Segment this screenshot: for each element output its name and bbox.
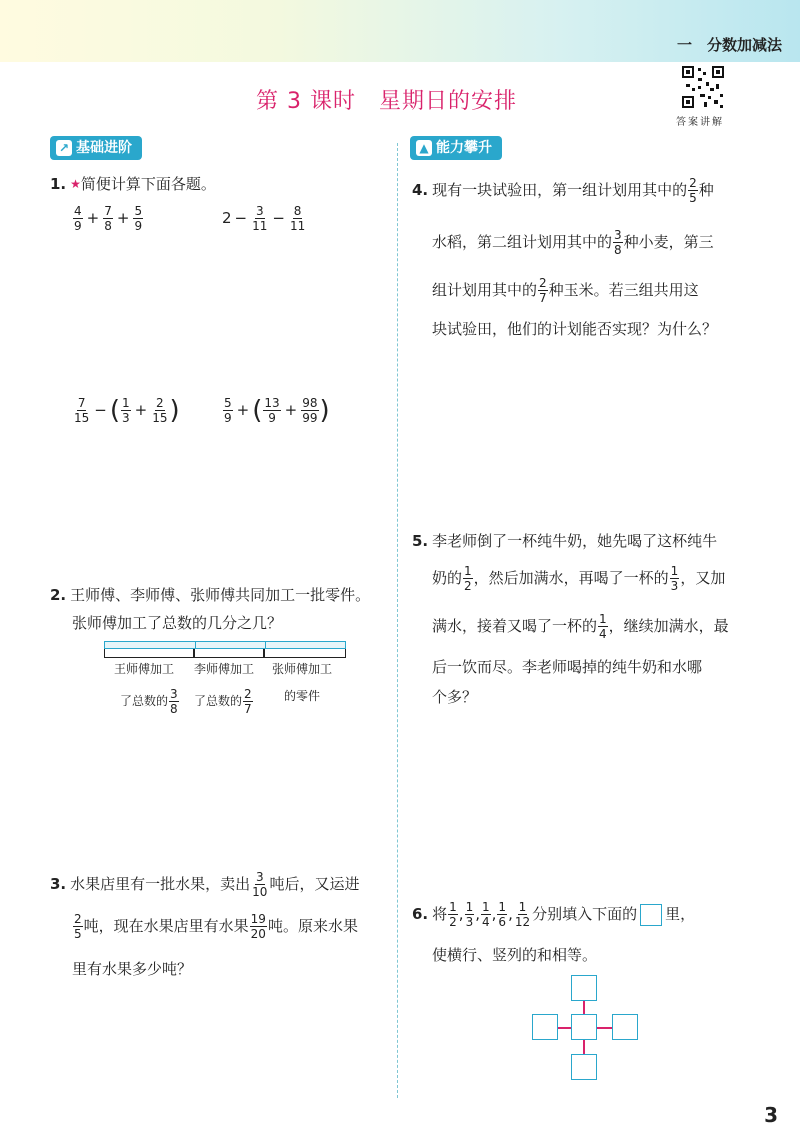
label-zhang-parts: 的零件 — [284, 689, 321, 703]
question-6-line-1: 6. 将 $\frac{1}{2}$ , $\frac{1}{3}$ , $\frac{1}{4}$ , $\frac{1}{6}$ , $\frac{1}{12}$ 分别填入下面的 里， — [412, 900, 696, 929]
label-zhang: 张师傅加工 — [272, 662, 333, 676]
label-wang: 王师傅加工 — [114, 662, 175, 676]
advanced-section-tag — [410, 136, 502, 160]
question-5-line-3: 满水，接着又喝了一杯的 $\frac{1}{4}$ ，继续加满水，最 — [432, 612, 729, 641]
label-wang-share: 了总数的 $\frac{3}{8}$ — [120, 687, 178, 716]
brace-wang — [104, 649, 194, 658]
q1-expression-3: $\frac{7}{15}$ − ( $\frac{1}{3}$ + $\frac{2}{15}$ ) — [74, 395, 180, 426]
bar-segment-wang — [105, 642, 196, 648]
question-5-line-4: 后一饮而尽。李老师喝掉的纯牛奶和水哪 — [432, 658, 703, 676]
question-4-line-3: 组计划用其中的 $\frac{2}{7}$ 种玉米。若三组共用这 — [432, 276, 699, 305]
question-4-line-2: 水稻，第二组计划用其中的 $\frac{3}{8}$ 种小麦，第三 — [432, 228, 714, 257]
question-6-line-2: 使横行、竖列的和相等。 — [432, 946, 598, 964]
question-3-line-3: 里有水果多少吨？ — [72, 960, 193, 978]
brace-zhang — [264, 649, 346, 658]
grid-box-right[interactable] — [612, 1014, 638, 1040]
question-5-line-1: 5. 李老师倒了一杯纯牛奶，她先喝了这杯纯牛 — [412, 532, 718, 550]
question-5-line-5: 个多？ — [432, 688, 478, 706]
star-icon: ★ — [70, 177, 81, 191]
segment-bar-diagram — [104, 641, 346, 649]
page-number: 3 — [764, 1103, 778, 1127]
grid-box-top[interactable] — [571, 975, 597, 1001]
basic-section-tag — [50, 136, 142, 160]
question-2-line-2: 张师傅加工了总数的几分之几？ — [72, 614, 283, 632]
lesson-title: 第 3 课时 星期日的安排 — [256, 89, 517, 114]
bar-segment-li — [195, 642, 266, 648]
grid-box-center[interactable] — [571, 1014, 597, 1040]
q1-expression-2: 2 − $\frac{3}{11}$ − $\frac{8}{11}$ — [222, 204, 306, 233]
climber-icon: ▲ — [416, 140, 432, 156]
basic-tag-label: 基础进阶 — [76, 140, 132, 156]
question-3-line-2: $\frac{2}{5}$ 吨，现在水果店里有水果 $\frac{19}{20}$ 吨。原来水果 — [74, 912, 358, 941]
question-1: 1. ★简便计算下面各题。 — [50, 175, 216, 193]
label-li: 李师傅加工 — [194, 662, 255, 676]
brace-li — [194, 649, 264, 658]
grid-box-bottom[interactable] — [571, 1054, 597, 1080]
question-4-line-4: 块试验田，他们的计划能否实现？为什么？ — [432, 320, 718, 338]
grid-box-left[interactable] — [532, 1014, 558, 1040]
column-divider — [397, 143, 398, 1098]
q1-expression-4: $\frac{5}{9}$ + ( $\frac{13}{9}$ + $\frac{98}{99}$ ) — [224, 395, 330, 426]
question-2-line-1: 2. 王师傅、李师傅、张师傅共同加工一批零件。 — [50, 586, 371, 604]
qr-code-icon[interactable] — [680, 64, 726, 110]
runner-icon: ↗ — [56, 140, 72, 156]
label-li-share: 了总数的 $\frac{2}{7}$ — [194, 687, 252, 716]
answer-box-icon — [640, 904, 662, 926]
q1-expression-1: $\frac{4}{9}$ + $\frac{7}{8}$ + $\frac{5}{9}$ — [74, 204, 143, 233]
qr-caption: 答案讲解 — [676, 117, 724, 128]
advanced-tag-label: 能力攀升 — [436, 140, 492, 156]
question-3-line-1: 3. 水果店里有一批水果，卖出 $\frac{3}{10}$ 吨后，又运进 — [50, 870, 360, 899]
question-4-line-1: 4. 现有一块试验田，第一组计划用其中的 $\frac{2}{5}$ 种 — [412, 176, 714, 205]
section-title: 一 分数加减法 — [676, 36, 782, 54]
question-5-line-2: 奶的 $\frac{1}{2}$ ，然后加满水，再喝了一杯的 $\frac{1}{3}$ ，又加 — [432, 564, 726, 593]
